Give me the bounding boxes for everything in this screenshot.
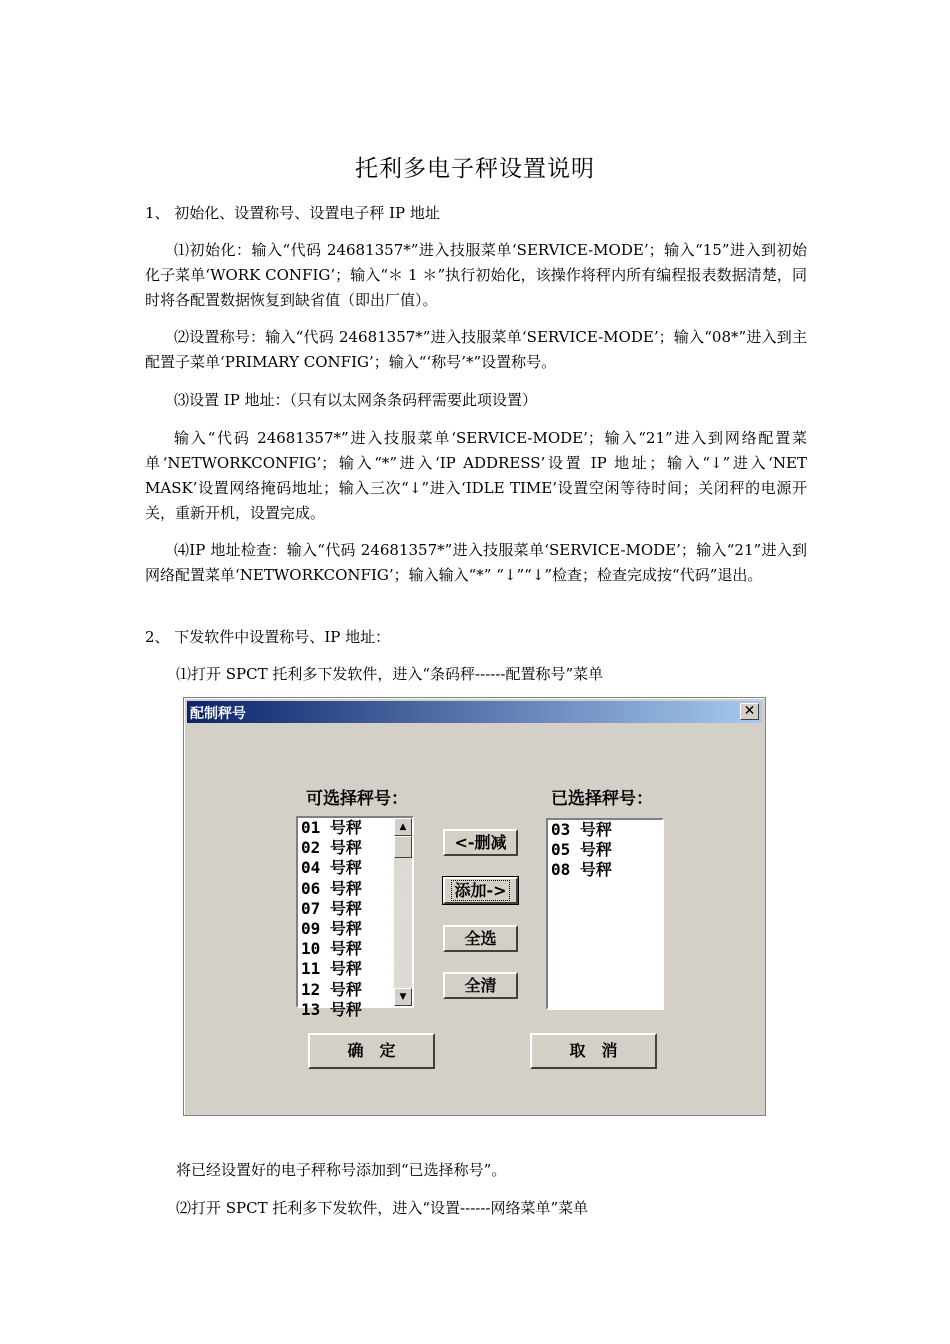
- list-item[interactable]: 13 号秤: [301, 999, 362, 1019]
- available-list-scrollbar[interactable]: [394, 818, 412, 1006]
- ok-button[interactable]: 确 定: [308, 1033, 435, 1069]
- list-item[interactable]: 07 号秤: [301, 898, 362, 918]
- dialog-titlebar: [187, 701, 762, 723]
- available-scale-list[interactable]: [296, 816, 414, 1019]
- add-button[interactable]: [443, 877, 518, 904]
- add-button-label: 添加->: [451, 880, 509, 901]
- scroll-thumb[interactable]: [394, 836, 412, 858]
- list-item[interactable]: 09 号秤: [301, 919, 362, 939]
- list-item[interactable]: 11 号秤: [301, 959, 362, 979]
- section1-p1: ⑴初始化：输入“代码 24681357*”进入技服菜单‘SERVICE-MODE’；输入“15”进入到初始化子菜单‘WORK CONFIG’；输入“＊ 1 ＊”执行初始化，该操作将秤内所有编程报表数据清楚，同时将各配置数据恢复到缺省值（即出厂值）。: [145, 241, 807, 309]
- section1-p2: ⑵设置称号：输入“代码 24681357*”进入技服菜单‘SERVICE-MODE’；输入“08*”进入到主配置子菜单‘PRIMARY CONFIG’；输入“‘称号’*”设置称号。: [145, 328, 807, 371]
- list-item[interactable]: 01 号秤: [301, 818, 362, 837]
- section1-p5: ⑷IP 地址检查：输入“代码 24681357*”进入技服菜单‘SERVICE-MODE’；输入“21”进入到网络配置菜单‘NETWORKCONFIG’；输入输入“*” “↓”“↓”检查；检查完成按“代码”退出。: [145, 541, 807, 584]
- dialog-title: 配制秤号: [190, 706, 246, 722]
- cancel-button[interactable]: 取 消: [530, 1033, 657, 1069]
- list-item[interactable]: 03 号秤: [551, 820, 612, 839]
- clear-all-button[interactable]: 全清: [443, 972, 518, 999]
- section2-heading: 2、 下发软件中设置称号、IP 地址：: [145, 628, 391, 646]
- section2-p3: ⑵打开 SPCT 托利多下发软件，进入“设置------网络菜单”菜单: [176, 1199, 589, 1217]
- section2-p1: ⑴打开 SPCT 托利多下发软件，进入“条码秤------配置称号”菜单: [176, 665, 604, 683]
- section2-p2: 将已经设置好的电子秤称号添加到“已选择称号”。: [176, 1161, 507, 1179]
- document-title: 托利多电子秤设置说明: [355, 156, 595, 182]
- available-label: 可选择秤号：: [306, 789, 408, 809]
- list-item[interactable]: 06 号秤: [301, 878, 362, 898]
- section1-p4: 输入“代码 24681357*”进入技服菜单‘SERVICE-MODE’；输入“21”进入到网络配置菜单‘NETWORKCONFIG’；输入“*”进入‘IP ADDRESS’设置 IP 地址；输入“↓”进入‘NET MASK’设置网络掩码地址；输入三次“↓”进入‘IDLE TIME’设置空闲等待时间；关闭秤的电源开关，重新开机，设置完成。: [145, 429, 807, 522]
- scroll-down-icon[interactable]: ▼: [394, 988, 412, 1006]
- selected-items: [548, 820, 662, 881]
- configure-scale-dialog: [183, 697, 766, 1116]
- section1-p3: ⑶设置 IP 地址：（只有以太网条条码秤需要此项设置）: [174, 391, 538, 409]
- close-icon[interactable]: ✕: [740, 703, 759, 720]
- list-item[interactable]: 02 号秤: [301, 838, 362, 858]
- list-item[interactable]: 05 号秤: [551, 840, 612, 860]
- list-item[interactable]: 12 号秤: [301, 979, 362, 999]
- select-all-button[interactable]: 全选: [443, 925, 518, 952]
- selected-scale-list[interactable]: [546, 818, 664, 1010]
- scroll-up-icon[interactable]: ▲: [394, 818, 412, 836]
- list-item[interactable]: 10 号秤: [301, 939, 362, 959]
- list-item[interactable]: 08 号秤: [551, 860, 612, 880]
- remove-button[interactable]: <-删减: [443, 829, 518, 856]
- selected-label: 已选择秤号：: [551, 789, 653, 809]
- section1-heading: 1、 初始化、设置称号、设置电子秤 IP 地址: [145, 204, 440, 222]
- list-item[interactable]: 04 号秤: [301, 858, 362, 878]
